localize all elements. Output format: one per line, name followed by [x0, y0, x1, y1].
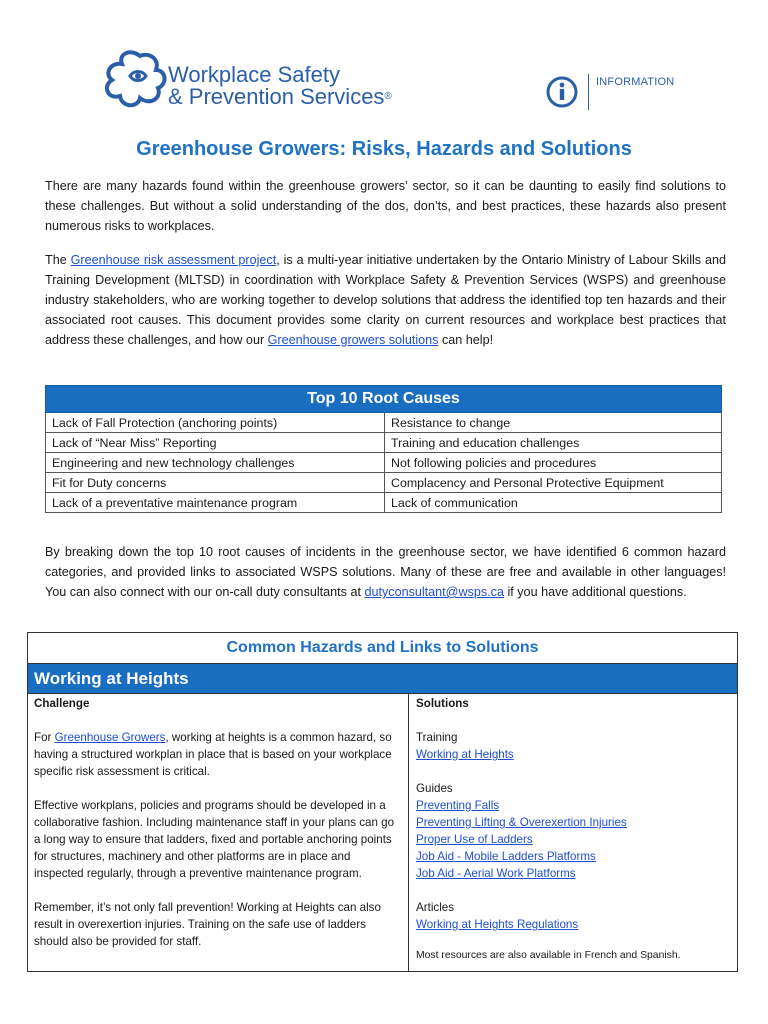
working-at-heights-regulations-link[interactable]: Working at Heights Regulations — [416, 918, 579, 931]
org-name — [168, 64, 392, 108]
challenge-paragraph-2: Effective workplans, policies and programs should be developed in a collaborative fashion. Including maintenance staff in your plans can go a long way to ensure that ladders, fixed and portable anchoring points for structures, machinery and other platforms are in place and inspected regularly, through a preventive maintenance program. — [34, 799, 395, 880]
p2-text-start: The — [45, 253, 67, 267]
challenge-paragraph-1 — [34, 729, 402, 780]
page-title: Greenhouse Growers: Risks, Hazards and Solutions — [136, 138, 632, 160]
root-causes-heading: Top 10 Root Causes — [46, 386, 722, 413]
proper-use-of-ladders-link[interactable]: Proper Use of Ladders — [416, 833, 533, 846]
mobile-ladders-platforms-link[interactable]: Job Aid - Mobile Ladders Platforms — [416, 850, 596, 863]
root-cause-cell: Resistance to change — [385, 413, 722, 433]
root-causes-table — [45, 385, 722, 513]
language-note: Most resources are also available in French and Spanish. — [416, 950, 681, 961]
table-row — [46, 413, 722, 433]
p2-text-end: can help! — [441, 333, 494, 347]
org-name-line1: Workplace Safety — [168, 62, 341, 87]
aerial-work-platforms-link[interactable]: Job Aid - Aerial Work Platforms — [416, 867, 576, 880]
greenhouse-growers-link[interactable]: Greenhouse Growers — [54, 731, 166, 744]
guides-group — [416, 780, 731, 882]
intro-paragraph-2 — [45, 250, 726, 350]
greenhouse-solutions-link[interactable]: Greenhouse growers solutions — [267, 333, 439, 347]
root-cause-cell: Training and education challenges — [385, 433, 722, 453]
root-cause-cell: Fit for Duty concerns — [46, 473, 385, 493]
root-cause-cell: Lack of communication — [385, 493, 722, 513]
page-header — [0, 0, 768, 130]
hazards-box — [27, 632, 738, 972]
information-icon — [546, 76, 578, 108]
root-cause-cell: Complacency and Personal Protective Equipment — [385, 473, 722, 493]
training-group — [416, 729, 731, 763]
solutions-heading: Solutions — [416, 697, 469, 710]
preventing-lifting-link[interactable]: Preventing Lifting & Overexertion Injuries — [416, 816, 627, 829]
articles-label: Articles — [416, 901, 455, 914]
working-at-heights-banner: Working at Heights — [28, 664, 737, 694]
header-divider — [588, 74, 589, 110]
challenge-p1-end: , working at heights is a common hazard, so having a structured workplan in place that is based on your workplace specific risk assessment is critical. — [34, 731, 392, 778]
table-row — [46, 433, 722, 453]
p2-text-mid: , is a multi-year initiative undertaken by the Ontario Ministry of Labour Skills and Training Development (MLTSD) in coordination with Workplace Safety & Prevention Services (WSPS) and greenhouse industry stakeholders, who are working together to develop solutions that address the identified top ten hazards and their associated root causes. This document provides some clarity on current resources and workplace best practices that address these challenges, and how our — [45, 253, 727, 347]
guides-label: Guides — [416, 782, 453, 795]
information-label: INFORMATION — [596, 76, 675, 88]
challenge-heading: Challenge — [34, 697, 90, 710]
challenge-column — [28, 693, 409, 971]
working-at-heights-training-link[interactable]: Working at Heights — [416, 748, 514, 761]
root-cause-cell: Not following policies and procedures — [385, 453, 722, 473]
registered-mark: ® — [384, 91, 392, 102]
table-row — [46, 473, 722, 493]
hazards-heading: Common Hazards and Links to Solutions — [28, 633, 737, 664]
challenge-paragraph-3: Remember, it’s not only fall prevention! Working at Heights can also result in overexertion injuries. Training on the safe use of ladders should also be provided for staff. — [34, 901, 381, 948]
root-cause-cell: Lack of Fall Protection (anchoring points) — [46, 413, 385, 433]
articles-group — [416, 899, 731, 933]
wsps-logo-icon — [100, 48, 172, 112]
p3-text-end: if you have additional questions. — [507, 585, 687, 599]
table-row — [46, 453, 722, 473]
hazard-intro-paragraph — [45, 542, 726, 602]
root-cause-cell: Lack of “Near Miss” Reporting — [46, 433, 385, 453]
training-label: Training — [416, 731, 458, 744]
challenge-p1-start: For — [34, 731, 52, 744]
solutions-column — [410, 693, 737, 971]
root-cause-cell: Engineering and new technology challenges — [46, 453, 385, 473]
org-name-line2: & Prevention Services — [168, 84, 385, 109]
table-row — [46, 493, 722, 513]
preventing-falls-link[interactable]: Preventing Falls — [416, 799, 500, 812]
intro-paragraph-1: There are many hazards found within the greenhouse growers’ sector, so it can be daunting to easily find solutions to these challenges. But without a solid understanding of the dos, don’ts, and best practices, these hazards also present numerous risks to workplaces. — [45, 179, 726, 233]
p3-text-start: By breaking down the top 10 root causes of incidents in the greenhouse sector, we have identified 6 common hazard categories, and provided links to associated WSPS solutions. Many of these are free and available in other languages! You can also connect with our on-call duty consultants at — [45, 545, 726, 599]
duty-consultant-email-link[interactable]: dutyconsultant@wsps.ca — [364, 585, 504, 599]
risk-assessment-project-link[interactable]: Greenhouse risk assessment project — [70, 253, 277, 267]
root-cause-cell: Lack of a preventative maintenance program — [46, 493, 385, 513]
